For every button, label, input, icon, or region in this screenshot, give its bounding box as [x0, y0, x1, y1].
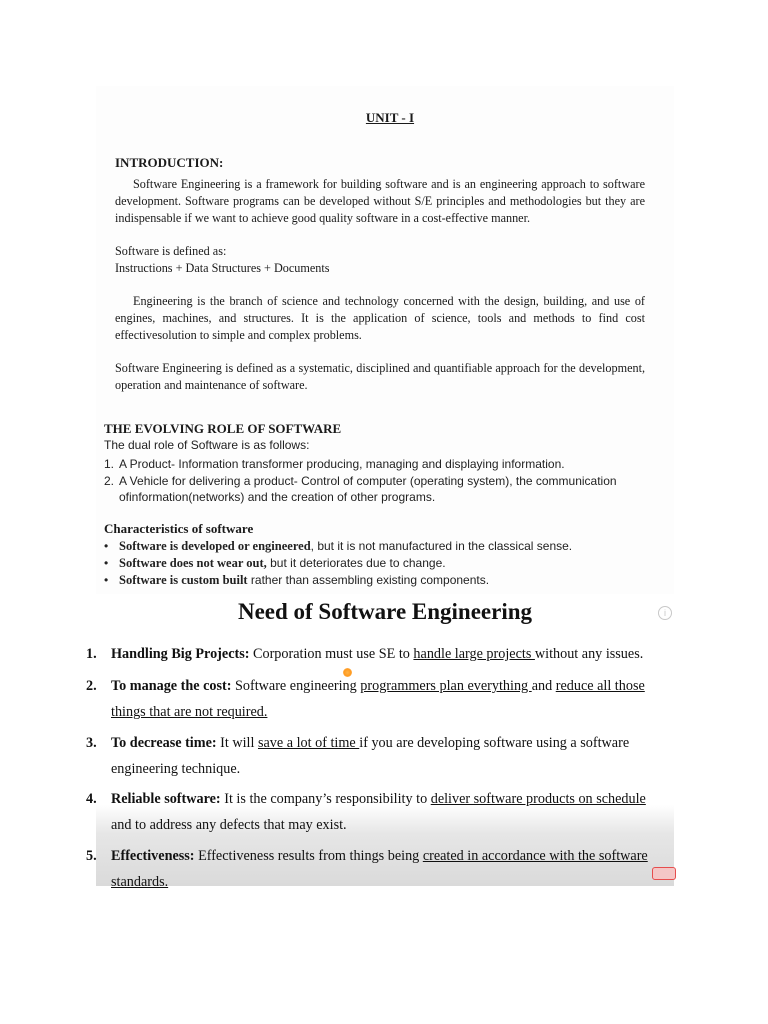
dual-role-intro: The dual role of Software is as follows:: [104, 438, 310, 452]
item-heading: Handling Big Projects:: [111, 646, 250, 662]
list-number: 1.: [104, 457, 115, 471]
item-continuation: and to address any defects that may exist.: [111, 817, 347, 833]
item-text: It will: [216, 735, 258, 751]
item-heading: Effectiveness:: [111, 848, 195, 864]
role-list: [104, 456, 670, 506]
item-text: without any issues.: [534, 646, 644, 662]
slide-list-item: [86, 730, 680, 782]
item-number: 3.: [86, 735, 97, 751]
bullet-icon: •: [104, 556, 109, 570]
pointer-cursor-icon: [343, 668, 352, 677]
item-underlined: created in accordance with the software: [422, 848, 648, 864]
info-icon: i: [658, 606, 672, 620]
list-number: 2.: [104, 474, 115, 488]
list-item: [104, 555, 670, 572]
item-number: 1.: [86, 646, 97, 662]
item-number: 4.: [86, 791, 97, 807]
item-underlined: standards.: [111, 874, 169, 890]
item-underlined: programmers plan everything: [360, 678, 532, 694]
item-text: Effectiveness results from things being: [194, 848, 423, 864]
item-underlined: handle large projects: [413, 646, 535, 662]
slide-list-item: [86, 786, 680, 838]
list-item-text: A Vehicle for delivering a product- Control of computer (operating system), the communication ofinformation(networks) and the creation of other programs.: [119, 474, 617, 504]
item-text: if you are developing software using a software: [359, 735, 630, 751]
definition-formula: Instructions + Data Structures + Documents: [115, 261, 330, 275]
item-underlined: save a lot of time: [257, 735, 360, 751]
characteristic-text: rather than assembling existing components.: [247, 573, 490, 587]
characteristic-bold: Software is developed or engineered: [119, 539, 311, 553]
slide-list-item: [86, 641, 680, 667]
item-text: Software engineering: [231, 678, 361, 694]
bullet-icon: •: [104, 573, 109, 587]
item-heading: Reliable software:: [111, 791, 221, 807]
item-underlined: things that are not required.: [111, 704, 268, 720]
bullet-icon: •: [104, 539, 109, 553]
list-item-text: A Product- Information transformer producing, managing and displaying information.: [119, 457, 565, 471]
item-underlined: deliver software products on schedule: [430, 791, 646, 807]
slide-screenshot: [86, 596, 674, 890]
item-text: Corporation must use SE to: [249, 646, 414, 662]
slide-title: Need of Software Engineering: [237, 599, 533, 624]
characteristics-heading: Characteristics of software: [104, 521, 254, 536]
se-definition-paragraph: Software Engineering is defined as a systematic, disciplined and quantifiable approach for the development, operation and maintenance of software.: [115, 361, 645, 392]
list-item: [104, 572, 670, 589]
list-item: [104, 456, 670, 472]
item-text: It is the company’s responsibility to: [220, 791, 431, 807]
item-number: 2.: [86, 678, 97, 694]
unit-title: UNIT - I: [365, 110, 415, 125]
intro-heading: INTRODUCTION:: [115, 155, 224, 170]
item-heading: To decrease time:: [111, 735, 217, 751]
characteristics-list: [104, 538, 670, 589]
defined-as-line: Software is defined as:: [115, 244, 227, 258]
list-item: [104, 473, 670, 505]
list-item: [104, 538, 670, 555]
slide-list-item: [86, 843, 680, 895]
engineering-paragraph: Engineering is the branch of science and technology concerned with the design, building, and use of engines, machines, and structures. It is the application of science, tools and methods to find cost effectivesolution to simple and complex problems.: [115, 294, 645, 342]
characteristic-text: , but it is not manufactured in the classical sense.: [310, 539, 573, 553]
evolving-role-heading: THE EVOLVING ROLE OF SOFTWARE: [104, 421, 342, 436]
item-text: and: [531, 678, 556, 694]
characteristic-bold: Software does not wear out,: [119, 556, 267, 570]
item-heading: To manage the cost:: [111, 678, 232, 694]
intro-paragraph: Software Engineering is a framework for building software and is an engineering approach to software development. Software programs can be developed without S/E principles and methodologies but they are indispensable if we want to achieve good quality software in a cost-effective manner.: [115, 177, 645, 225]
video-logo-icon: [652, 867, 676, 880]
item-continuation: engineering technique.: [111, 761, 241, 777]
characteristic-bold: Software is custom built: [119, 573, 248, 587]
characteristic-text: but it deteriorates due to change.: [266, 556, 446, 570]
item-underlined: reduce all those: [555, 678, 645, 694]
item-number: 5.: [86, 848, 97, 864]
slide-list-item: [86, 673, 680, 725]
